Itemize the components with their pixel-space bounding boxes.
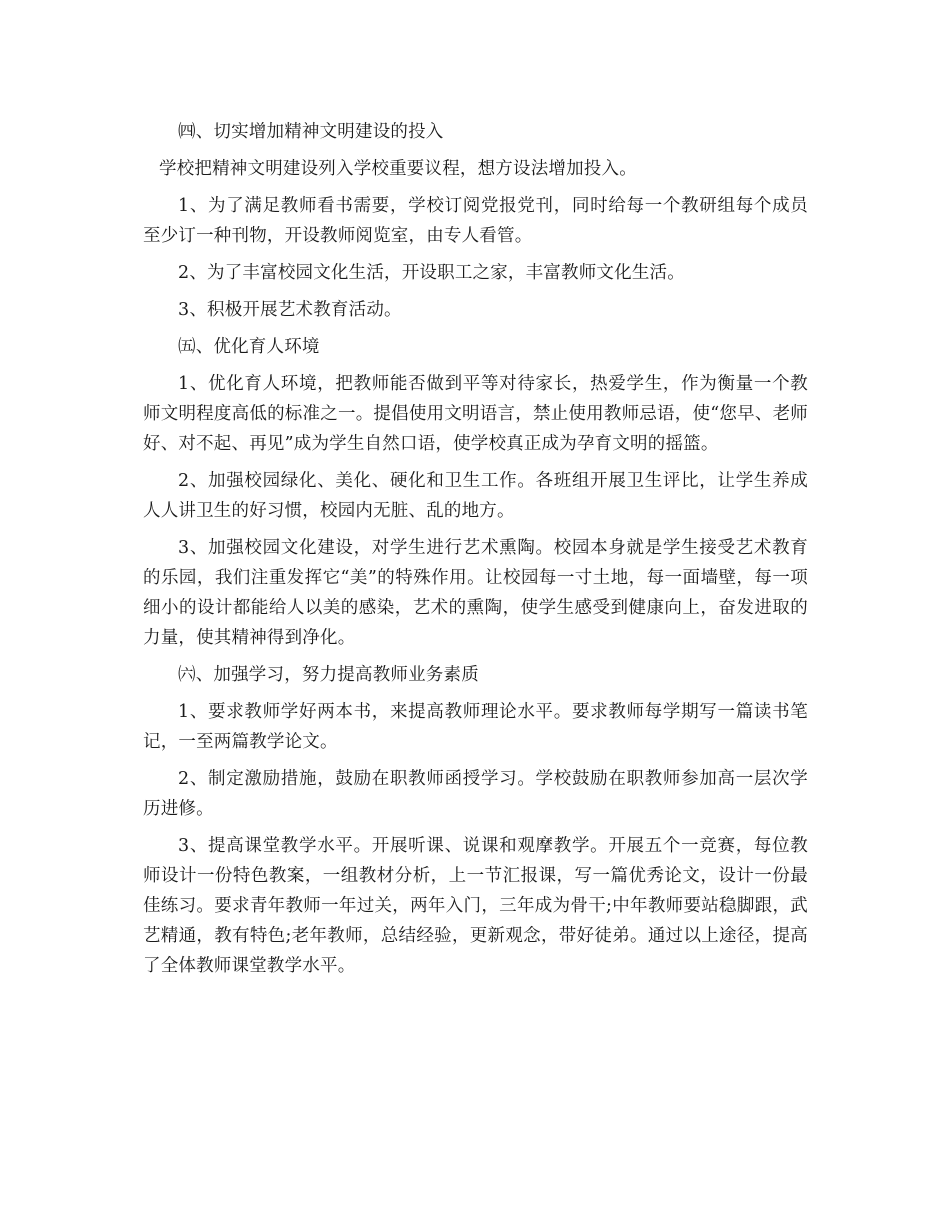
paragraph: 2、为了丰富校园文化生活，开设职工之家，丰富教师文化生活。 — [178, 263, 685, 283]
paragraph: 3、提高课堂教学水平。开展听课、说课和观摩教学。开展五个一竞赛，每位教师设计一份特色教案，一组教材分析，上一节汇报课，写一篇优秀论文，设计一份最佳练习。要求青年教师一年过关，两年入门，三年成为骨干;中年教师要站稳脚跟，武艺精通，教有特色;老年教师，总结经验，更新观念，带好徒弟。通过以上途径，提高了全体教师课堂教学水平。 — [143, 836, 808, 976]
section-heading-6: ㈥、加强学习，努力提高教师业务素质 — [178, 665, 479, 685]
paragraph: 1、要求教师学好两本书，来提高教师理论水平。要求教师每学期写一篇读书笔记，一至两篇教学论文。 — [143, 702, 808, 752]
paragraph: 3、积极开展艺术教育活动。 — [178, 300, 402, 320]
paragraph: 1、为了满足教师看书需要，学校订阅党报党刊，同时给每一个教研组每个成员至少订一种刊物，开设教师阅览室，由专人看管。 — [143, 196, 808, 246]
paragraph: 3、加强校园文化建设，对学生进行艺术熏陶。校园本身就是学生接受艺术教育的乐园，我们注重发挥它“美”的特殊作用。让校园每一寸土地，每一面墙壁，每一项细小的设计都能给人以美的感染，艺术的熏陶，使学生感受到健康向上，奋发进取的力量，使其精神得到净化。 — [143, 538, 808, 648]
paragraph: 2、制定激励措施，鼓励在职教师函授学习。学校鼓励在职教师参加高一层次学历进修。 — [143, 769, 808, 819]
paragraph: 2、加强校园绿化、美化、硬化和卫生工作。各班组开展卫生评比，让学生养成人人讲卫生的好习惯，校园内无脏、乱的地方。 — [143, 471, 808, 521]
document-body — [143, 117, 808, 988]
section-heading-5: ㈤、优化育人环境 — [178, 337, 320, 357]
section-heading-4: ㈣、切实增加精神文明建设的投入 — [178, 122, 444, 142]
paragraph: 学校把精神文明建设列入学校重要议程，想方设法增加投入。 — [159, 159, 637, 179]
paragraph: 1、优化育人环境，把教师能否做到平等对待家长，热爱学生，作为衡量一个教师文明程度高低的标准之一。提倡使用文明语言，禁止使用教师忌语，使“您早、老师好、对不起、再见”成为学生自然口语，使学校真正成为孕育文明的摇篮。 — [143, 374, 808, 454]
